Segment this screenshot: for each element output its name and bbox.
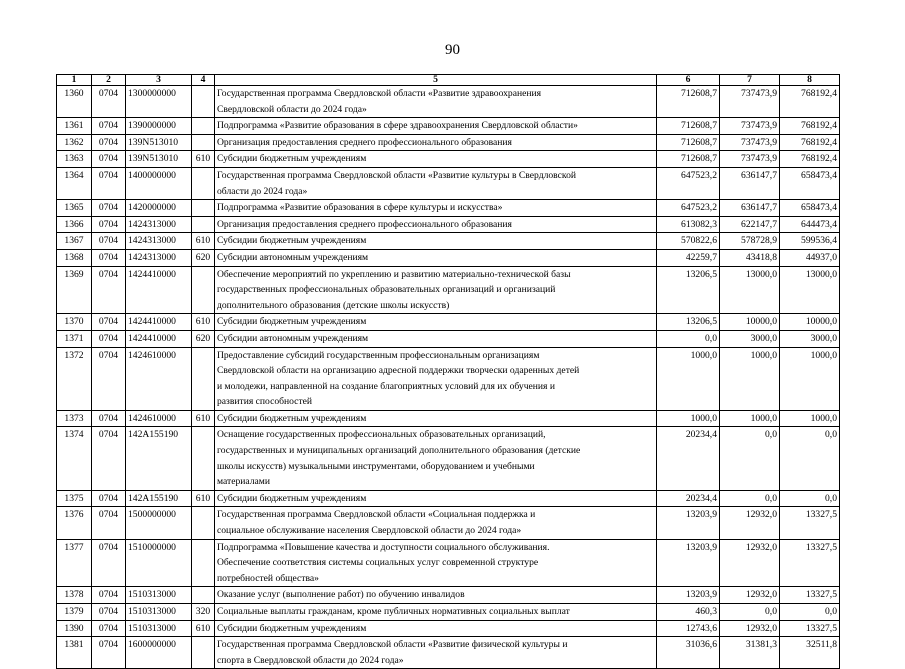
description-cell <box>215 233 657 250</box>
header-cell: 4 <box>192 75 215 86</box>
target-code-cell: 139N513010 <box>126 134 192 151</box>
description-line: Субсидии бюджетным учреждениям <box>217 622 367 634</box>
amount-2024-cell: 0,0 <box>780 427 840 490</box>
amount-2022-cell: 0,0 <box>657 330 720 347</box>
table-row <box>57 233 840 250</box>
target-code-cell: 1424410000 <box>126 330 192 347</box>
amount-2024-cell: 1000,0 <box>780 347 840 410</box>
section-code-cell: 0704 <box>92 200 126 217</box>
table-row <box>57 539 840 587</box>
row-number-cell: 1371 <box>57 330 92 347</box>
description-line: Субсидии автономным учреждениям <box>217 251 369 263</box>
amount-2023-cell: 737473,9 <box>720 86 780 118</box>
description-line: государственных профессиональных образовательных организаций и организаций <box>217 284 556 296</box>
target-code-cell: 1424313000 <box>126 233 192 250</box>
amount-2022-cell: 570822,6 <box>657 233 720 250</box>
target-code-cell: 1390000000 <box>126 118 192 135</box>
description-line: Государственная программа Свердловской области «Социальная поддержка и <box>217 509 536 521</box>
amount-2022-cell: 20234,4 <box>657 490 720 507</box>
description-cell <box>215 410 657 427</box>
row-number-cell: 1369 <box>57 266 92 314</box>
target-code-cell: 1400000000 <box>126 167 192 199</box>
amount-2023-cell: 1000,0 <box>720 347 780 410</box>
section-code-cell: 0704 <box>92 637 126 669</box>
amount-2023-cell: 12932,0 <box>720 539 780 587</box>
amount-2022-cell: 712608,7 <box>657 118 720 135</box>
amount-2024-cell: 768192,4 <box>780 151 840 168</box>
amount-2024-cell: 0,0 <box>780 490 840 507</box>
amount-2022-cell: 12743,6 <box>657 620 720 637</box>
section-code-cell: 0704 <box>92 490 126 507</box>
section-code-cell: 0704 <box>92 151 126 168</box>
row-number-cell: 1363 <box>57 151 92 168</box>
description-line: Субсидии автономным учреждениям <box>217 332 369 344</box>
header-cell: 8 <box>780 75 840 86</box>
description-cell <box>215 249 657 266</box>
description-line: Субсидии бюджетным учреждениям <box>217 316 367 328</box>
table-row <box>57 620 840 637</box>
description-cell <box>215 427 657 490</box>
expense-type-cell: 610 <box>192 151 215 168</box>
amount-2023-cell: 3000,0 <box>720 330 780 347</box>
description-line: Подпрограмма «Развитие образования в сфере здравоохранения Свердловской области» <box>217 120 578 132</box>
header-cell: 3 <box>126 75 192 86</box>
expense-type-cell <box>192 86 215 118</box>
row-number-cell: 1365 <box>57 200 92 217</box>
description-cell <box>215 151 657 168</box>
section-code-cell: 0704 <box>92 410 126 427</box>
section-code-cell: 0704 <box>92 167 126 199</box>
row-number-cell: 1375 <box>57 490 92 507</box>
amount-2023-cell: 31381,3 <box>720 637 780 669</box>
amount-2023-cell: 10000,0 <box>720 314 780 331</box>
table-row <box>57 490 840 507</box>
table-row <box>57 134 840 151</box>
row-number-cell: 1366 <box>57 216 92 233</box>
amount-2023-cell: 737473,9 <box>720 118 780 135</box>
amount-2024-cell: 3000,0 <box>780 330 840 347</box>
expense-type-cell <box>192 216 215 233</box>
section-code-cell: 0704 <box>92 233 126 250</box>
header-cell: 5 <box>215 75 657 86</box>
description-line: и молодежи, направленной на создание благоприятных условий для их обучения и <box>217 380 555 392</box>
expense-type-cell <box>192 637 215 669</box>
target-code-cell: 1300000000 <box>126 86 192 118</box>
amount-2024-cell: 0,0 <box>780 604 840 621</box>
expense-type-cell: 320 <box>192 604 215 621</box>
target-code-cell: 1420000000 <box>126 200 192 217</box>
expense-type-cell: 610 <box>192 620 215 637</box>
amount-2022-cell: 13206,5 <box>657 314 720 331</box>
header-cell: 1 <box>57 75 92 86</box>
amount-2024-cell: 768192,4 <box>780 134 840 151</box>
expense-type-cell <box>192 118 215 135</box>
target-code-cell: 1424313000 <box>126 249 192 266</box>
table-row <box>57 410 840 427</box>
expense-type-cell <box>192 427 215 490</box>
section-code-cell: 0704 <box>92 266 126 314</box>
description-line: дополнительного образования (детские школы искусств) <box>217 299 450 311</box>
table-row <box>57 200 840 217</box>
page-number: 90 <box>445 42 460 58</box>
table-row <box>57 347 840 410</box>
description-line: Обеспечение соответствия системы социальных услуг современной структуре <box>217 557 539 569</box>
target-code-cell: 1510313000 <box>126 604 192 621</box>
description-line: потребностей общества» <box>217 572 319 584</box>
description-cell <box>215 604 657 621</box>
header-cell: 6 <box>657 75 720 86</box>
amount-2022-cell: 31036,6 <box>657 637 720 669</box>
amount-2023-cell: 0,0 <box>720 604 780 621</box>
amount-2023-cell: 12932,0 <box>720 620 780 637</box>
row-number-cell: 1379 <box>57 604 92 621</box>
description-cell <box>215 347 657 410</box>
amount-2022-cell: 13206,5 <box>657 266 720 314</box>
description-cell <box>215 490 657 507</box>
expense-type-cell: 620 <box>192 249 215 266</box>
row-number-cell: 1368 <box>57 249 92 266</box>
amount-2022-cell: 13203,9 <box>657 507 720 539</box>
amount-2023-cell: 636147,7 <box>720 200 780 217</box>
description-line: развития способностей <box>217 396 313 408</box>
description-line: Субсидии бюджетным учреждениям <box>217 492 367 504</box>
row-number-cell: 1381 <box>57 637 92 669</box>
description-line: области до 2024 года» <box>217 185 308 197</box>
description-line: Государственная программа Свердловской области «Развитие культуры в Свердловской <box>217 169 576 181</box>
expense-type-cell <box>192 539 215 587</box>
description-line: Предоставление субсидий государственным профессиональным организациям <box>217 349 540 361</box>
table-row <box>57 637 840 669</box>
amount-2023-cell: 12932,0 <box>720 507 780 539</box>
row-number-cell: 1377 <box>57 539 92 587</box>
section-code-cell: 0704 <box>92 539 126 587</box>
expense-type-cell <box>192 587 215 604</box>
amount-2024-cell: 13327,5 <box>780 539 840 587</box>
target-code-cell: 1510313000 <box>126 587 192 604</box>
description-cell <box>215 266 657 314</box>
budget-table <box>56 74 840 669</box>
description-cell <box>215 216 657 233</box>
target-code-cell: 142A155190 <box>126 490 192 507</box>
amount-2023-cell: 13000,0 <box>720 266 780 314</box>
amount-2022-cell: 712608,7 <box>657 151 720 168</box>
description-line: государственных и муниципальных организаций дополнительного образования (детские <box>217 445 581 457</box>
amount-2023-cell: 622147,7 <box>720 216 780 233</box>
amount-2022-cell: 712608,7 <box>657 134 720 151</box>
table-header-row <box>57 75 840 86</box>
amount-2022-cell: 13203,9 <box>657 539 720 587</box>
target-code-cell: 1424410000 <box>126 314 192 331</box>
table-row <box>57 167 840 199</box>
amount-2024-cell: 644473,4 <box>780 216 840 233</box>
amount-2023-cell: 737473,9 <box>720 151 780 168</box>
expense-type-cell <box>192 167 215 199</box>
row-number-cell: 1378 <box>57 587 92 604</box>
amount-2024-cell: 658473,4 <box>780 200 840 217</box>
description-line: материалами <box>217 476 270 488</box>
description-line: Оказание услуг (выполнение работ) по обучению инвалидов <box>217 589 465 601</box>
description-cell <box>215 587 657 604</box>
amount-2023-cell: 636147,7 <box>720 167 780 199</box>
description-line: Свердловской области на организацию адресной поддержки творчески одаренных детей <box>217 365 580 377</box>
description-line: Обеспечение мероприятий по укреплению и развитию материально-технической базы <box>217 268 571 280</box>
description-cell <box>215 314 657 331</box>
expense-type-cell: 610 <box>192 233 215 250</box>
amount-2024-cell: 658473,4 <box>780 167 840 199</box>
amount-2024-cell: 44937,0 <box>780 249 840 266</box>
row-number-cell: 1361 <box>57 118 92 135</box>
target-code-cell: 1600000000 <box>126 637 192 669</box>
target-code-cell: 1424410000 <box>126 266 192 314</box>
target-code-cell: 1510313000 <box>126 620 192 637</box>
expense-type-cell <box>192 200 215 217</box>
description-line: Свердловской области до 2024 года» <box>217 103 367 115</box>
section-code-cell: 0704 <box>92 86 126 118</box>
amount-2024-cell: 13327,5 <box>780 620 840 637</box>
amount-2023-cell: 43418,8 <box>720 249 780 266</box>
section-code-cell: 0704 <box>92 347 126 410</box>
amount-2022-cell: 13203,9 <box>657 587 720 604</box>
expense-type-cell: 620 <box>192 330 215 347</box>
expense-type-cell <box>192 347 215 410</box>
amount-2022-cell: 1000,0 <box>657 410 720 427</box>
description-cell <box>215 200 657 217</box>
table-row <box>57 151 840 168</box>
table-row <box>57 604 840 621</box>
row-number-cell: 1364 <box>57 167 92 199</box>
amount-2022-cell: 1000,0 <box>657 347 720 410</box>
target-code-cell: 1424610000 <box>126 410 192 427</box>
description-line: Подпрограмма «Развитие образования в сфере культуры и искусства» <box>217 202 503 214</box>
table-row <box>57 86 840 118</box>
amount-2024-cell: 13327,5 <box>780 507 840 539</box>
expense-type-cell <box>192 134 215 151</box>
target-code-cell: 1424610000 <box>126 347 192 410</box>
amount-2023-cell: 0,0 <box>720 427 780 490</box>
row-number-cell: 1372 <box>57 347 92 410</box>
table-row <box>57 330 840 347</box>
section-code-cell: 0704 <box>92 249 126 266</box>
target-code-cell: 139N513010 <box>126 151 192 168</box>
amount-2024-cell: 10000,0 <box>780 314 840 331</box>
section-code-cell: 0704 <box>92 330 126 347</box>
description-cell <box>215 330 657 347</box>
description-line: социальное обслуживание населения Свердловской области до 2024 года» <box>217 525 522 537</box>
section-code-cell: 0704 <box>92 587 126 604</box>
amount-2022-cell: 20234,4 <box>657 427 720 490</box>
amount-2022-cell: 712608,7 <box>657 86 720 118</box>
target-code-cell: 142A155190 <box>126 427 192 490</box>
amount-2023-cell: 737473,9 <box>720 134 780 151</box>
description-line: Оснащение государственных профессиональных образовательных организаций, <box>217 429 546 441</box>
expense-type-cell <box>192 266 215 314</box>
table-row <box>57 216 840 233</box>
section-code-cell: 0704 <box>92 216 126 233</box>
description-line: Социальные выплаты гражданам, кроме публичных нормативных социальных выплат <box>217 606 570 617</box>
expense-type-cell: 610 <box>192 490 215 507</box>
amount-2023-cell: 12932,0 <box>720 587 780 604</box>
description-cell <box>215 167 657 199</box>
description-line: Государственная программа Свердловской области «Развитие физической культуры и <box>217 639 568 651</box>
description-line: Подпрограмма «Повышение качества и доступности социального обслуживания. <box>217 541 550 553</box>
amount-2023-cell: 578728,9 <box>720 233 780 250</box>
row-number-cell: 1370 <box>57 314 92 331</box>
description-cell <box>215 507 657 539</box>
amount-2022-cell: 647523,2 <box>657 200 720 217</box>
row-number-cell: 1367 <box>57 233 92 250</box>
row-number-cell: 1390 <box>57 620 92 637</box>
description-line: Субсидии бюджетным учреждениям <box>217 153 367 165</box>
description-line: Государственная программа Свердловской области «Развитие здравоохранения <box>217 88 542 99</box>
table-row <box>57 266 840 314</box>
table-row <box>57 507 840 539</box>
description-line: школы искусств) музыкальными инструментами, оборудованием и учебными <box>217 460 535 472</box>
amount-2022-cell: 613082,3 <box>657 216 720 233</box>
expense-type-cell: 610 <box>192 314 215 331</box>
description-line: Организация предоставления среднего профессионального образования <box>217 136 512 148</box>
amount-2024-cell: 13000,0 <box>780 266 840 314</box>
section-code-cell: 0704 <box>92 604 126 621</box>
description-line: спорта в Свердловской области до 2024 года» <box>217 654 404 666</box>
amount-2023-cell: 0,0 <box>720 490 780 507</box>
amount-2024-cell: 13327,5 <box>780 587 840 604</box>
description-line: Организация предоставления среднего профессионального образования <box>217 218 512 230</box>
row-number-cell: 1374 <box>57 427 92 490</box>
amount-2022-cell: 647523,2 <box>657 167 720 199</box>
amount-2022-cell: 460,3 <box>657 604 720 621</box>
section-code-cell: 0704 <box>92 620 126 637</box>
amount-2024-cell: 768192,4 <box>780 118 840 135</box>
amount-2022-cell: 42259,7 <box>657 249 720 266</box>
row-number-cell: 1376 <box>57 507 92 539</box>
description-cell <box>215 620 657 637</box>
target-code-cell: 1510000000 <box>126 539 192 587</box>
description-line: Субсидии бюджетным учреждениям <box>217 235 367 247</box>
amount-2023-cell: 1000,0 <box>720 410 780 427</box>
amount-2024-cell: 599536,4 <box>780 233 840 250</box>
row-number-cell: 1360 <box>57 86 92 118</box>
description-cell <box>215 539 657 587</box>
section-code-cell: 0704 <box>92 118 126 135</box>
description-line: Субсидии бюджетным учреждениям <box>217 412 367 424</box>
header-cell: 2 <box>92 75 126 86</box>
amount-2024-cell: 32511,8 <box>780 637 840 669</box>
table-row <box>57 587 840 604</box>
section-code-cell: 0704 <box>92 427 126 490</box>
row-number-cell: 1373 <box>57 410 92 427</box>
amount-2024-cell: 1000,0 <box>780 410 840 427</box>
section-code-cell: 0704 <box>92 314 126 331</box>
description-cell <box>215 118 657 135</box>
table-row <box>57 249 840 266</box>
section-code-cell: 0704 <box>92 507 126 539</box>
amount-2024-cell: 768192,4 <box>780 86 840 118</box>
section-code-cell: 0704 <box>92 134 126 151</box>
target-code-cell: 1500000000 <box>126 507 192 539</box>
description-cell <box>215 637 657 669</box>
description-cell <box>215 134 657 151</box>
table-row <box>57 427 840 490</box>
target-code-cell: 1424313000 <box>126 216 192 233</box>
description-cell <box>215 86 657 118</box>
row-number-cell: 1362 <box>57 134 92 151</box>
expense-type-cell <box>192 507 215 539</box>
table-row <box>57 118 840 135</box>
header-cell: 7 <box>720 75 780 86</box>
table-row <box>57 314 840 331</box>
expense-type-cell: 610 <box>192 410 215 427</box>
